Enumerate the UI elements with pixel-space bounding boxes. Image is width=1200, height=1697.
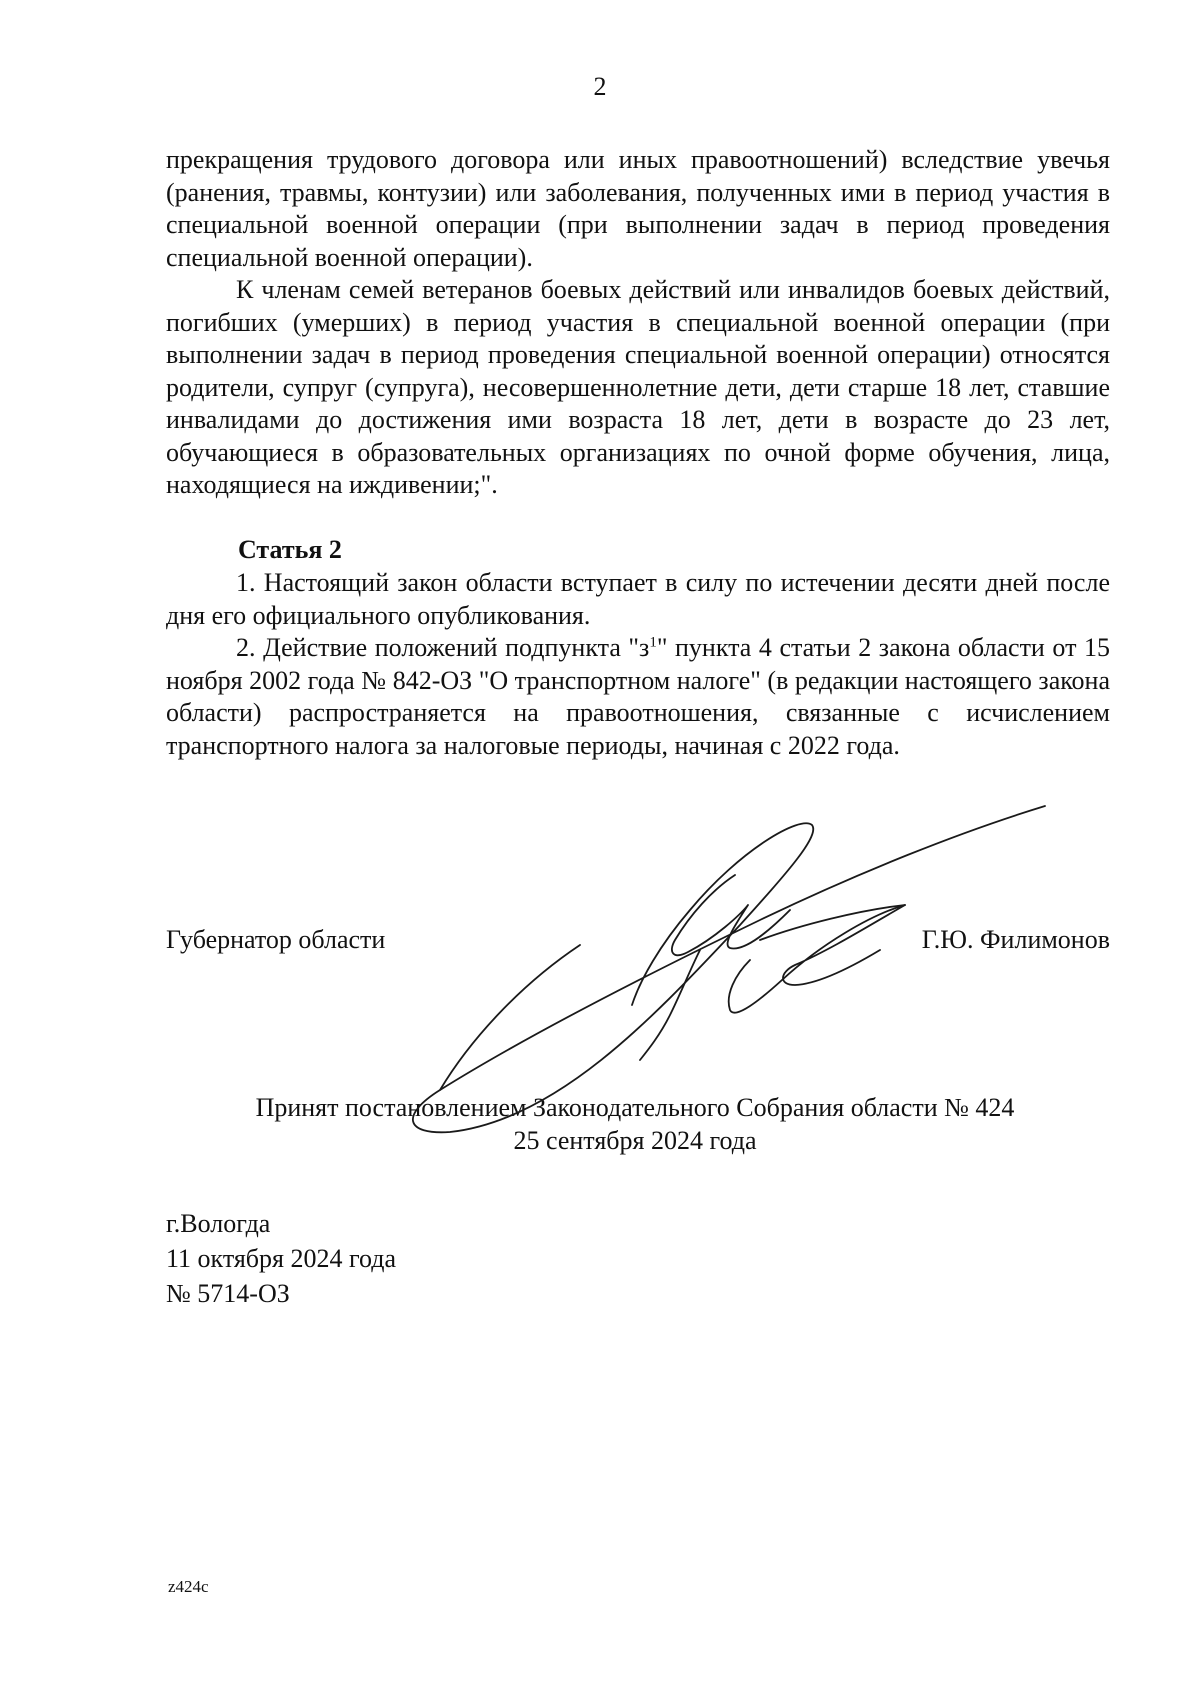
page-number: 2 bbox=[593, 72, 607, 101]
adoption-line-1: Принят постановлением Законодательного Собрания области № 424 bbox=[255, 1093, 1015, 1122]
place-date-block bbox=[166, 1206, 396, 1311]
article-item-text-start: 2. Действие положений подпункта "з bbox=[236, 633, 650, 662]
place-city: г.Вологда bbox=[166, 1209, 271, 1238]
paragraph-continuation bbox=[166, 144, 1110, 274]
place-date: 11 октября 2024 года bbox=[166, 1244, 397, 1273]
adoption-line-2: 25 сентября 2024 года bbox=[513, 1125, 757, 1155]
paragraph-text: прекращения трудового договора или иных правоотношений) вследствие увечья (ранения, травмы, контузии) или заболевания, полученных ими в период участия в специальной военной операции (при выполнении задач в период проведения специальной военной операции). bbox=[166, 145, 1110, 272]
article-item-1 bbox=[166, 567, 1110, 632]
article-item-2 bbox=[166, 632, 1110, 762]
footer-code: z424c bbox=[168, 1577, 209, 1596]
signatory-name: Г.Ю. Филимонов bbox=[921, 925, 1110, 954]
article-title: Статья 2 bbox=[238, 535, 342, 564]
article-item-text: 1. Настоящий закон области вступает в силу по истечении десяти дней после дня его официального опубликования. bbox=[166, 568, 1110, 630]
superscript: 1 bbox=[649, 634, 657, 651]
article-item-text-end: " пункта 4 статьи 2 закона области от 15 ноября 2002 года № 842-ОЗ "О транспортном налоге" (в редакции настоящего закона области) распространяется на правоотношения, связанные с исчислением транспортного налога за налоговые периоды, начиная с 2022 года. bbox=[166, 633, 1110, 760]
adoption-note bbox=[0, 1092, 1200, 1157]
signatory-position: Губернатор области bbox=[166, 925, 386, 954]
article-item-text bbox=[166, 632, 1110, 762]
paragraph-family-members bbox=[166, 274, 1110, 502]
paragraph-text: К членам семей ветеранов боевых действий или инвалидов боевых действий, погибших (умерших) в период участия в специальной военной операции (при выполнении задач в период проведения специальной военной операции) относятся родители, супруг (супруга), несовершеннолетние дети, дети старше 18 лет, ставшие инвалидами до достижения ими возраста 18 лет, дети в возрасте до 23 лет, обучающиеся в образовательных организациях по очной форме обучения, лица, находящиеся на иждивении;". bbox=[166, 275, 1110, 499]
law-number: № 5714-ОЗ bbox=[166, 1279, 290, 1308]
